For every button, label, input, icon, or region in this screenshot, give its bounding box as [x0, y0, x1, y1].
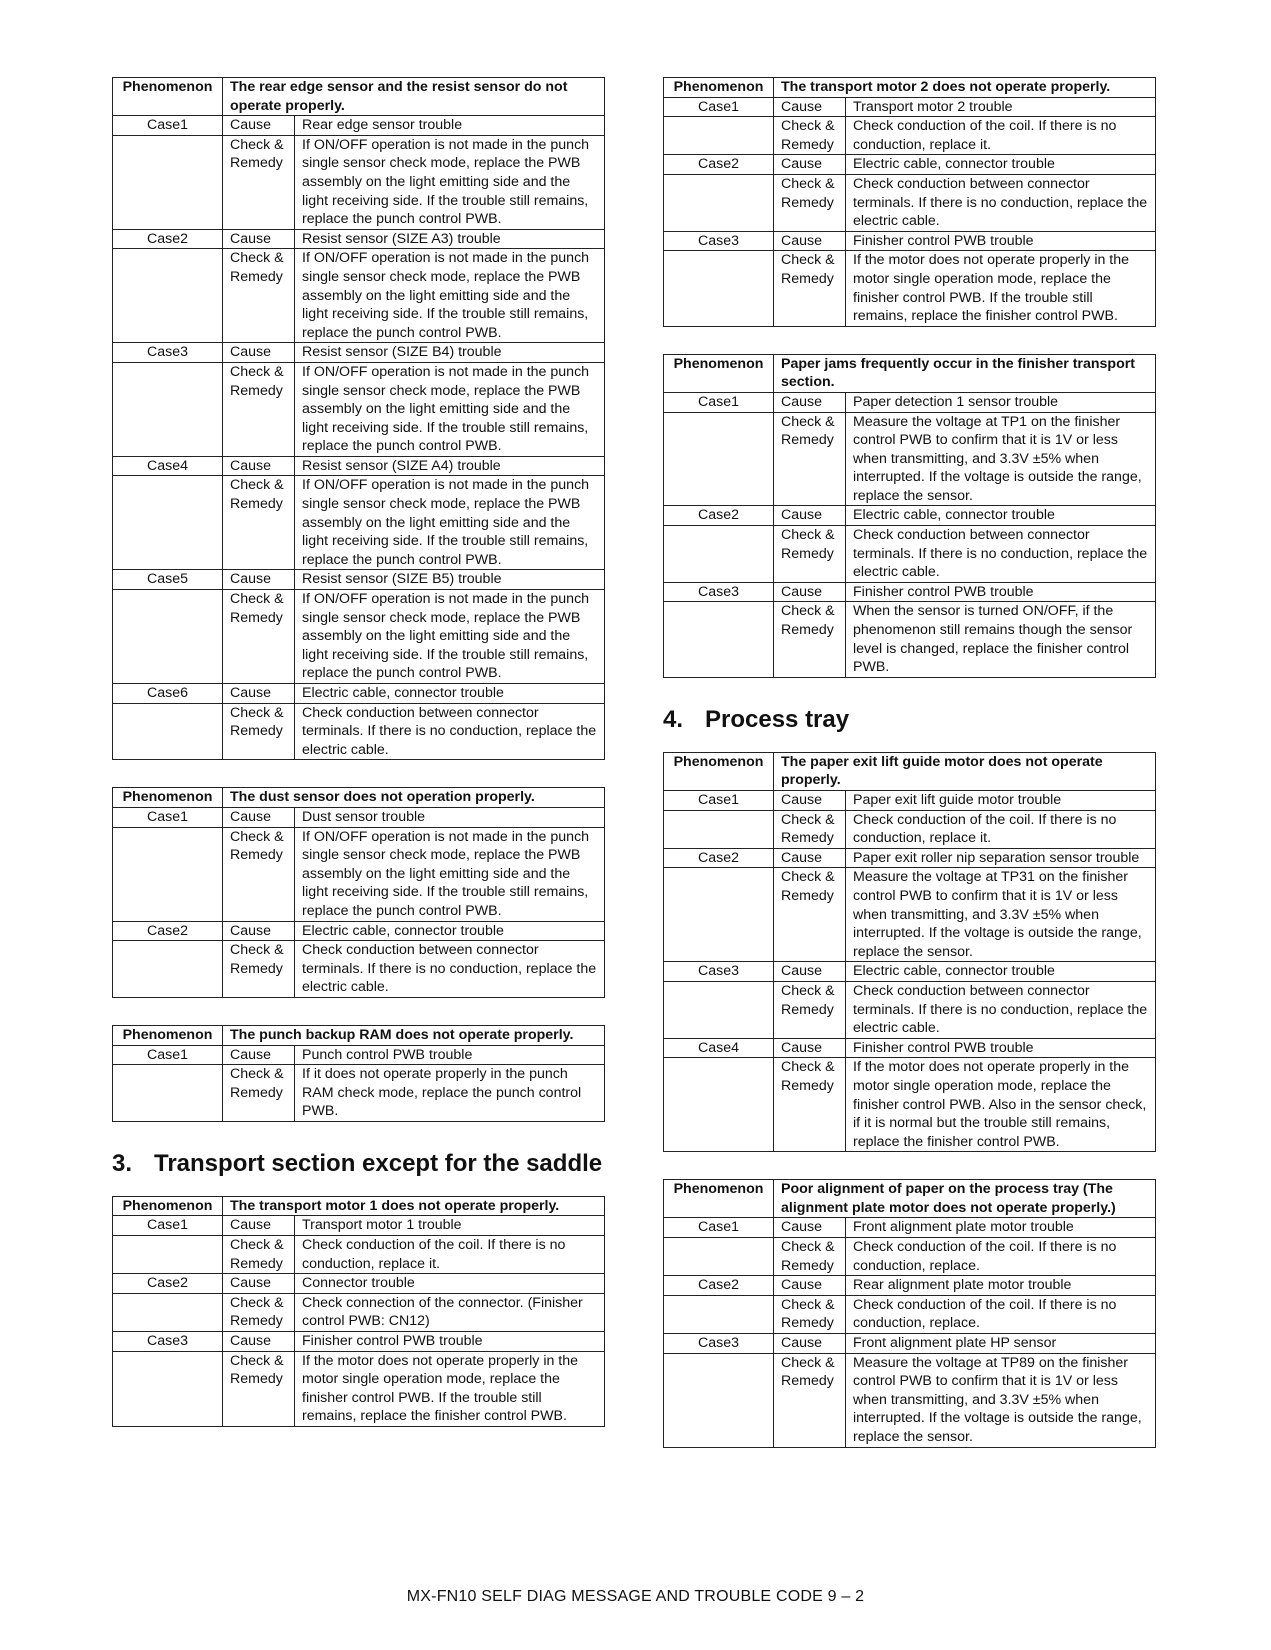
cause-text: Finisher control PWB trouble [846, 1038, 1156, 1058]
case-label: Case5 [113, 570, 223, 590]
check-remedy-label: Check & Remedy [774, 412, 846, 506]
case-spacer [113, 1065, 223, 1122]
remedy-text: If the motor does not operate properly in the motor single operation mode, replace the finisher control PWB. If the trouble still remains, replace the finisher control PWB. [295, 1351, 605, 1426]
remedy-text: Measure the voltage at TP1 on the finisher control PWB to confirm that it is 1V or less when transmitting, and 3.3V ±5% when interrupted. If the voltage is outside the range, replace the sensor. [846, 412, 1156, 506]
phenomenon-label: Phenomenon [113, 1025, 223, 1045]
phenomenon-label: Phenomenon [113, 788, 223, 808]
remedy-text: Check conduction of the coil. If there is no conduction, replace it. [295, 1236, 605, 1274]
remedy-text: If the motor does not operate properly in the motor single operation mode, replace the finisher control PWB. If the trouble still remains, replace the finisher control PWB. [846, 251, 1156, 326]
case-spacer [113, 1293, 223, 1331]
phenomenon-row [113, 1025, 605, 1045]
section-heading [112, 1149, 605, 1178]
check-remedy-label: Check & Remedy [774, 117, 846, 155]
remedy-row [664, 251, 1156, 326]
trouble-table [112, 787, 605, 998]
phenomenon-title: Paper jams frequently occur in the finisher transport section. [774, 354, 1156, 392]
case-label: Case1 [113, 807, 223, 827]
cause-row [113, 343, 605, 363]
case-label: Case1 [113, 1216, 223, 1236]
check-remedy-label: Check & Remedy [774, 868, 846, 962]
cause-text: Resist sensor (SIZE B5) trouble [295, 570, 605, 590]
remedy-row [113, 1293, 605, 1331]
cause-text: Electric cable, connector trouble [295, 921, 605, 941]
case-spacer [664, 1058, 774, 1152]
remedy-row [664, 117, 1156, 155]
case-spacer [664, 868, 774, 962]
cause-label: Cause [774, 1218, 846, 1238]
case-spacer [664, 251, 774, 326]
trouble-table [663, 752, 1156, 1152]
remedy-text: Check conduction of the coil. If there is no conduction, replace it. [846, 810, 1156, 848]
cause-row [664, 155, 1156, 175]
case-label: Case2 [664, 155, 774, 175]
case-spacer [664, 1353, 774, 1447]
cause-text: Resist sensor (SIZE A4) trouble [295, 456, 605, 476]
phenomenon-row [664, 1180, 1156, 1218]
cause-text: Finisher control PWB trouble [846, 582, 1156, 602]
cause-row [113, 116, 605, 136]
phenomenon-title: The punch backup RAM does not operate properly. [223, 1025, 605, 1045]
cause-text: Front alignment plate motor trouble [846, 1218, 1156, 1238]
remedy-text: Check conduction between connector terminals. If there is no conduction, replace the electric cable. [846, 981, 1156, 1038]
remedy-text: If ON/OFF operation is not made in the punch single sensor check mode, replace the PWB assembly on the light emitting side and the light receiving side. If the trouble still remains, replace the punch control PWB. [295, 827, 605, 921]
case-label: Case2 [664, 506, 774, 526]
cause-row [113, 570, 605, 590]
cause-label: Cause [223, 1216, 295, 1236]
cause-text: Resist sensor (SIZE A3) trouble [295, 229, 605, 249]
phenomenon-row [664, 354, 1156, 392]
cause-label: Cause [774, 791, 846, 811]
phenomenon-row [113, 1196, 605, 1216]
remedy-row [113, 1065, 605, 1122]
cause-label: Cause [774, 231, 846, 251]
trouble-table [663, 354, 1156, 678]
phenomenon-title: The dust sensor does not operation properly. [223, 788, 605, 808]
cause-label: Cause [223, 1332, 295, 1352]
check-remedy-label: Check & Remedy [223, 941, 295, 998]
check-remedy-label: Check & Remedy [223, 590, 295, 684]
case-label: Case2 [113, 1274, 223, 1294]
case-label: Case3 [664, 582, 774, 602]
case-spacer [113, 590, 223, 684]
remedy-text: If ON/OFF operation is not made in the punch single sensor check mode, replace the PWB assembly on the light emitting side and the light receiving side. If the trouble still remains, replace the punch control PWB. [295, 362, 605, 456]
check-remedy-label: Check & Remedy [774, 1058, 846, 1152]
phenomenon-row [113, 788, 605, 808]
case-label: Case2 [664, 848, 774, 868]
cause-row [113, 1332, 605, 1352]
remedy-text: If it does not operate properly in the punch RAM check mode, replace the punch control PWB. [295, 1065, 605, 1122]
check-remedy-label: Check & Remedy [774, 602, 846, 677]
cause-row [113, 456, 605, 476]
trouble-table [112, 1025, 605, 1122]
check-remedy-label: Check & Remedy [774, 1353, 846, 1447]
cause-label: Cause [774, 506, 846, 526]
case-label: Case2 [664, 1276, 774, 1296]
case-label: Case1 [113, 116, 223, 136]
cause-text: Dust sensor trouble [295, 807, 605, 827]
case-spacer [664, 602, 774, 677]
cause-row [664, 848, 1156, 868]
check-remedy-label: Check & Remedy [774, 1295, 846, 1333]
remedy-text: Check conduction between connector terminals. If there is no conduction, replace the electric cable. [295, 703, 605, 760]
cause-label: Cause [774, 1276, 846, 1296]
remedy-row [664, 526, 1156, 583]
cause-row [664, 97, 1156, 117]
left-column [112, 77, 605, 1454]
cause-text: Electric cable, connector trouble [846, 962, 1156, 982]
remedy-row [664, 1353, 1156, 1447]
cause-row [113, 684, 605, 704]
check-remedy-label: Check & Remedy [774, 1238, 846, 1276]
section-title: Process tray [705, 705, 850, 733]
cause-text: Rear alignment plate motor trouble [846, 1276, 1156, 1296]
phenomenon-row [664, 752, 1156, 790]
remedy-row [664, 1295, 1156, 1333]
cause-label: Cause [774, 1038, 846, 1058]
cause-text: Electric cable, connector trouble [295, 684, 605, 704]
case-spacer [113, 703, 223, 760]
cause-row [664, 231, 1156, 251]
cause-row [664, 392, 1156, 412]
check-remedy-label: Check & Remedy [774, 174, 846, 231]
remedy-row [113, 941, 605, 998]
cause-text: Finisher control PWB trouble [846, 231, 1156, 251]
remedy-text: If ON/OFF operation is not made in the punch single sensor check mode, replace the PWB assembly on the light emitting side and the light receiving side. If the trouble still remains, replace the punch control PWB. [295, 135, 605, 229]
cause-row [664, 962, 1156, 982]
case-label: Case1 [664, 97, 774, 117]
case-label: Case3 [664, 231, 774, 251]
phenomenon-label: Phenomenon [664, 354, 774, 392]
remedy-row [113, 249, 605, 343]
phenomenon-row [664, 78, 1156, 98]
remedy-row [664, 1238, 1156, 1276]
cause-label: Cause [774, 97, 846, 117]
case-label: Case4 [664, 1038, 774, 1058]
remedy-row [113, 1236, 605, 1274]
remedy-row [113, 476, 605, 570]
remedy-text: Check conduction between connector terminals. If there is no conduction, replace the electric cable. [846, 174, 1156, 231]
phenomenon-label: Phenomenon [113, 1196, 223, 1216]
cause-row [113, 921, 605, 941]
remedy-text: When the sensor is turned ON/OFF, if the phenomenon still remains though the sensor level is changed, replace the finisher control PWB. [846, 602, 1156, 677]
phenomenon-label: Phenomenon [664, 78, 774, 98]
phenomenon-title: The transport motor 1 does not operate properly. [223, 1196, 605, 1216]
case-label: Case3 [113, 1332, 223, 1352]
cause-label: Cause [223, 229, 295, 249]
case-spacer [664, 117, 774, 155]
cause-row [113, 1274, 605, 1294]
check-remedy-label: Check & Remedy [223, 135, 295, 229]
case-label: Case4 [113, 456, 223, 476]
cause-row [664, 506, 1156, 526]
remedy-text: Check connection of the connector. (Finisher control PWB: CN12) [295, 1293, 605, 1331]
cause-label: Cause [774, 1334, 846, 1354]
check-remedy-label: Check & Remedy [223, 827, 295, 921]
remedy-row [664, 174, 1156, 231]
cause-label: Cause [223, 116, 295, 136]
case-spacer [664, 1238, 774, 1276]
check-remedy-label: Check & Remedy [223, 703, 295, 760]
trouble-table [663, 77, 1156, 327]
case-label: Case1 [664, 1218, 774, 1238]
cause-text: Electric cable, connector trouble [846, 155, 1156, 175]
cause-text: Paper exit lift guide motor trouble [846, 791, 1156, 811]
cause-row [664, 1334, 1156, 1354]
cause-text: Paper detection 1 sensor trouble [846, 392, 1156, 412]
remedy-text: Check conduction of the coil. If there is no conduction, replace. [846, 1295, 1156, 1333]
case-spacer [113, 476, 223, 570]
phenomenon-title: Poor alignment of paper on the process tray (The alignment plate motor does not operate properly.) [774, 1180, 1156, 1218]
cause-text: Rear edge sensor trouble [295, 116, 605, 136]
check-remedy-label: Check & Remedy [223, 1065, 295, 1122]
case-label: Case3 [113, 343, 223, 363]
page-footer: MX-FN10 SELF DIAG MESSAGE AND TROUBLE CODE 9 – 2 [406, 1588, 865, 1605]
remedy-row [113, 827, 605, 921]
check-remedy-label: Check & Remedy [774, 810, 846, 848]
case-label: Case2 [113, 229, 223, 249]
cause-row [113, 1216, 605, 1236]
check-remedy-label: Check & Remedy [223, 362, 295, 456]
remedy-row [664, 868, 1156, 962]
cause-label: Cause [223, 1045, 295, 1065]
case-spacer [664, 174, 774, 231]
cause-label: Cause [223, 921, 295, 941]
case-spacer [113, 135, 223, 229]
remedy-text: Check conduction of the coil. If there is no conduction, replace. [846, 1238, 1156, 1276]
case-spacer [113, 1236, 223, 1274]
check-remedy-label: Check & Remedy [223, 476, 295, 570]
remedy-row [664, 602, 1156, 677]
case-spacer [664, 526, 774, 583]
remedy-text: Check conduction between connector terminals. If there is no conduction, replace the electric cable. [295, 941, 605, 998]
remedy-row [113, 1351, 605, 1426]
check-remedy-label: Check & Remedy [223, 249, 295, 343]
remedy-row [664, 810, 1156, 848]
remedy-text: Measure the voltage at TP31 on the finisher control PWB to confirm that it is 1V or less when transmitting, and 3.3V ±5% when interrupted. If the voltage is outside the range, replace the sensor. [846, 868, 1156, 962]
cause-label: Cause [774, 962, 846, 982]
case-spacer [113, 249, 223, 343]
cause-text: Connector trouble [295, 1274, 605, 1294]
cause-label: Cause [223, 570, 295, 590]
section-title: Transport section except for the saddle [154, 1149, 603, 1177]
cause-label: Cause [223, 456, 295, 476]
case-spacer [113, 941, 223, 998]
cause-text: Electric cable, connector trouble [846, 506, 1156, 526]
trouble-table [112, 77, 605, 760]
case-label: Case1 [113, 1045, 223, 1065]
check-remedy-label: Check & Remedy [223, 1351, 295, 1426]
check-remedy-label: Check & Remedy [223, 1236, 295, 1274]
case-spacer [664, 1295, 774, 1333]
case-spacer [113, 827, 223, 921]
cause-row [113, 229, 605, 249]
remedy-text: Measure the voltage at TP89 on the finisher control PWB to confirm that it is 1V or less when transmitting, and 3.3V ±5% when interrupted. If the voltage is outside the range, replace the sensor. [846, 1353, 1156, 1447]
remedy-row [113, 590, 605, 684]
remedy-row [664, 981, 1156, 1038]
phenomenon-title: The paper exit lift guide motor does not operate properly. [774, 752, 1156, 790]
cause-row [664, 791, 1156, 811]
cause-label: Cause [223, 1274, 295, 1294]
cause-text: Transport motor 1 trouble [295, 1216, 605, 1236]
case-label: Case2 [113, 921, 223, 941]
trouble-table [663, 1179, 1156, 1447]
phenomenon-row [113, 78, 605, 116]
cause-label: Cause [223, 684, 295, 704]
remedy-text: If ON/OFF operation is not made in the punch single sensor check mode, replace the PWB assembly on the light emitting side and the light receiving side. If the trouble still remains, replace the punch control PWB. [295, 590, 605, 684]
cause-row [664, 1218, 1156, 1238]
cause-row [664, 1276, 1156, 1296]
trouble-table [112, 1196, 605, 1427]
cause-row [113, 807, 605, 827]
case-spacer [664, 412, 774, 506]
remedy-text: If ON/OFF operation is not made in the punch single sensor check mode, replace the PWB assembly on the light emitting side and the light receiving side. If the trouble still remains, replace the punch control PWB. [295, 476, 605, 570]
cause-label: Cause [774, 582, 846, 602]
phenomenon-label: Phenomenon [113, 78, 223, 116]
check-remedy-label: Check & Remedy [223, 1293, 295, 1331]
cause-text: Paper exit roller nip separation sensor trouble [846, 848, 1156, 868]
cause-text: Transport motor 2 trouble [846, 97, 1156, 117]
section-number: 3. [112, 1149, 133, 1177]
case-spacer [113, 362, 223, 456]
check-remedy-label: Check & Remedy [774, 981, 846, 1038]
cause-text: Resist sensor (SIZE B4) trouble [295, 343, 605, 363]
case-spacer [664, 810, 774, 848]
cause-text: Front alignment plate HP sensor [846, 1334, 1156, 1354]
cause-row [113, 1045, 605, 1065]
phenomenon-label: Phenomenon [664, 752, 774, 790]
case-spacer [113, 1351, 223, 1426]
cause-label: Cause [774, 392, 846, 412]
remedy-row [664, 412, 1156, 506]
case-spacer [664, 981, 774, 1038]
case-label: Case1 [664, 392, 774, 412]
remedy-text: Check conduction between connector terminals. If there is no conduction, replace the electric cable. [846, 526, 1156, 583]
remedy-text: If ON/OFF operation is not made in the punch single sensor check mode, replace the PWB assembly on the light emitting side and the light receiving side. If the trouble still remains, replace the punch control PWB. [295, 249, 605, 343]
case-label: Case3 [664, 962, 774, 982]
case-label: Case3 [664, 1334, 774, 1354]
remedy-row [113, 135, 605, 229]
cause-row [664, 582, 1156, 602]
cause-label: Cause [774, 848, 846, 868]
cause-label: Cause [223, 807, 295, 827]
check-remedy-label: Check & Remedy [774, 251, 846, 326]
right-column [663, 77, 1156, 1475]
cause-text: Finisher control PWB trouble [295, 1332, 605, 1352]
case-label: Case1 [664, 791, 774, 811]
phenomenon-title: The transport motor 2 does not operate properly. [774, 78, 1156, 98]
remedy-row [113, 362, 605, 456]
phenomenon-label: Phenomenon [664, 1180, 774, 1218]
remedy-row [113, 703, 605, 760]
section-heading [663, 705, 1156, 734]
cause-label: Cause [774, 155, 846, 175]
check-remedy-label: Check & Remedy [774, 526, 846, 583]
cause-label: Cause [223, 343, 295, 363]
remedy-text: Check conduction of the coil. If there is no conduction, replace it. [846, 117, 1156, 155]
phenomenon-title: The rear edge sensor and the resist sensor do not operate properly. [223, 78, 605, 116]
section-number: 4. [663, 705, 684, 733]
case-label: Case6 [113, 684, 223, 704]
cause-text: Punch control PWB trouble [295, 1045, 605, 1065]
remedy-text: If the motor does not operate properly in the motor single operation mode, replace the finisher control PWB. Also in the sensor check, if it is normal but the trouble still remains, replace the finisher control PWB. [846, 1058, 1156, 1152]
remedy-row [664, 1058, 1156, 1152]
cause-row [664, 1038, 1156, 1058]
